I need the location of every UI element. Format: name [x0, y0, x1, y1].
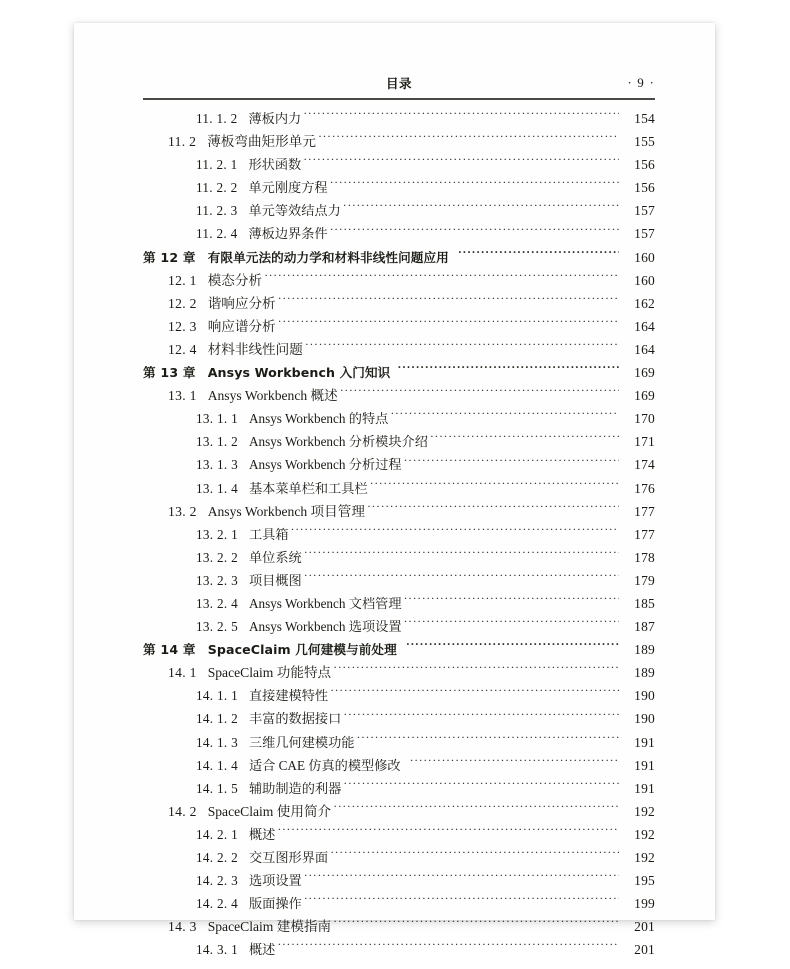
toc-entry-page-number: 154: [634, 111, 655, 126]
toc-entry-page-number: 201: [634, 919, 655, 935]
toc-entry-number: 14. 1. 2: [196, 711, 238, 727]
toc-entry-page-number: 185: [634, 595, 655, 611]
toc-dot-leader: [397, 361, 619, 377]
toc-entry-number: 11. 2. 1: [196, 157, 238, 173]
toc-entry-title: 薄板内力: [248, 111, 302, 126]
toc-entry-number: 13. 1. 1: [196, 411, 238, 427]
toc-entry-number: 13. 2: [168, 503, 197, 519]
toc-entry-page-number: 174: [634, 457, 655, 473]
toc-entry-label: [143, 362, 390, 381]
toc-dot-leader: [318, 130, 619, 146]
toc-entry-label: [196, 708, 341, 727]
toc-entry[interactable]: [143, 199, 655, 222]
toc-entry-label: [196, 177, 328, 196]
toc-entry-page-number: 169: [634, 388, 655, 404]
toc-entry-page-number: 190: [634, 688, 655, 704]
toc-entry-label: [196, 893, 302, 912]
toc-entry-label: [168, 269, 262, 289]
toc-dot-leader: [333, 661, 619, 677]
toc-entry-label: [196, 685, 328, 704]
toc-entry-title: SpaceClaim 几何建模与前处理: [207, 642, 397, 658]
toc-entry-number: 12. 2: [168, 295, 197, 311]
toc-dot-leader: [367, 500, 619, 516]
toc-entry-label: [196, 870, 302, 889]
toc-entry[interactable]: [143, 361, 655, 384]
toc-entry-number: 14. 2: [168, 803, 197, 819]
toc-entry-title: 辅助制造的利器: [248, 780, 342, 796]
toc-entry[interactable]: [143, 407, 655, 430]
toc-entry-number: 11. 1. 2: [196, 111, 238, 126]
toc-entry-title: 交互图形界面: [248, 850, 329, 865]
toc-entry-label: [143, 639, 397, 658]
toc-entry-number: 13. 1. 4: [196, 480, 238, 496]
toc-entry[interactable]: [143, 938, 655, 961]
toc-entry-number: 11. 2: [168, 134, 197, 150]
toc-entry-page-number: 164: [634, 318, 655, 334]
toc-entry-title: Ansys Workbench 项目管理: [207, 503, 365, 519]
toc-dot-leader: [330, 684, 619, 700]
toc-entry-title: 基本菜单栏和工具栏: [248, 480, 368, 496]
toc-entry[interactable]: [143, 869, 655, 892]
toc-entry[interactable]: [143, 292, 655, 315]
toc-entry-title: Ansys Workbench 文档管理: [248, 595, 402, 611]
toc-dot-leader: [278, 315, 619, 331]
toc-entry-title: Ansys Workbench 的特点: [248, 411, 389, 427]
toc-entry-label: [168, 338, 303, 358]
toc-dot-leader: [303, 153, 619, 169]
toc-entry-page-number: 156: [634, 180, 655, 196]
toc-entry-number: 11. 2. 4: [196, 226, 238, 242]
toc-dot-leader: [304, 546, 619, 562]
toc-entry[interactable]: [143, 592, 655, 615]
toc-entry-title: SpaceClaim 功能特点: [207, 665, 332, 681]
toc-entry-number: 12. 3: [168, 318, 197, 334]
toc-entry[interactable]: [143, 477, 655, 500]
toc-entry-number: 13. 2. 4: [196, 595, 238, 611]
toc-entry-page-number: 201: [634, 942, 655, 958]
toc-entry-label: [168, 315, 276, 335]
toc-entry[interactable]: [143, 153, 655, 176]
toc-entry[interactable]: [143, 707, 655, 730]
toc-entry-title: SpaceClaim 使用简介: [207, 803, 332, 819]
toc-entry-number: 14. 1. 4: [196, 757, 238, 773]
toc-entry-page-number: 162: [634, 295, 655, 311]
toc-entry[interactable]: [143, 500, 655, 523]
toc-entry-label: [196, 755, 401, 774]
toc-entry-page-number: 192: [634, 803, 655, 819]
toc-entry-number: 11. 2. 2: [196, 180, 238, 196]
toc-entry-label: [196, 616, 402, 635]
toc-entry[interactable]: [143, 777, 655, 800]
toc-entry-page-number: 179: [634, 572, 655, 588]
toc-entry[interactable]: [143, 523, 655, 546]
toc-entry-title: 单位系统: [248, 549, 302, 565]
toc-entry-label: [168, 384, 338, 404]
toc-entry-number: 13. 2. 2: [196, 549, 238, 565]
toc-entry[interactable]: [143, 754, 655, 777]
toc-entry[interactable]: [143, 176, 655, 199]
toc-entry-label: [168, 800, 331, 820]
toc-entry-title: Ansys Workbench 分析模块介绍: [248, 434, 428, 450]
toc-entry-title: 薄板弯曲矩形单元: [207, 134, 316, 150]
toc-entry-number: 14. 1. 3: [196, 734, 238, 750]
toc-entry-title: Ansys Workbench 概述: [207, 388, 338, 404]
toc-entry-number: 14. 2. 4: [196, 896, 238, 912]
toc-entry-page-number: 169: [634, 365, 655, 381]
toc-entry-page-number: 191: [634, 734, 655, 750]
toc-entry-page-number: 199: [634, 896, 655, 912]
toc-entry-page-number: 176: [634, 480, 655, 496]
toc-entry-label: [196, 732, 354, 751]
toc-entry-page-number: 195: [634, 873, 655, 889]
toc-dot-leader: [304, 869, 619, 885]
toc-entry-page-number: 178: [634, 549, 655, 565]
toc-dot-leader: [343, 777, 619, 793]
toc-entry-page-number: 191: [634, 757, 655, 773]
toc-entry-label: [196, 478, 368, 497]
toc-entry-number: 13. 1. 3: [196, 457, 238, 473]
toc-entry-label: [196, 223, 328, 242]
toc-dot-leader: [370, 477, 619, 493]
header-divider-rule: [143, 98, 655, 100]
toc-dot-leader: [404, 592, 619, 608]
toc-entry-number: 12. 4: [168, 341, 197, 357]
toc-entry[interactable]: [143, 684, 655, 707]
toc-entry-number: 13. 2. 1: [196, 526, 238, 542]
toc-dot-leader: [291, 523, 619, 539]
toc-entry-page-number: 171: [634, 434, 655, 450]
running-header: [143, 74, 655, 96]
toc-entry-label: [196, 454, 402, 473]
toc-entry-label: [196, 939, 275, 958]
toc-entry-number: 11. 2. 3: [196, 203, 238, 219]
toc-entry-label: [196, 108, 301, 127]
toc-entry-title: 谐响应分析: [207, 295, 276, 311]
toc-entry-number: 13. 1: [168, 388, 197, 404]
toc-entry-label: [196, 593, 402, 612]
toc-entry[interactable]: [143, 130, 655, 153]
toc-entry[interactable]: [143, 846, 655, 869]
toc-entry[interactable]: [143, 823, 655, 846]
toc-dot-leader: [404, 615, 619, 631]
toc-entry-title: Ansys Workbench 选项设置: [248, 619, 402, 635]
toc-dot-leader: [304, 892, 619, 908]
scanned-page-sheet: [74, 23, 715, 958]
toc-entry-page-number: 160: [634, 249, 655, 265]
toc-entry-page-number: 157: [634, 203, 655, 219]
toc-entry-page-number: 187: [634, 619, 655, 635]
page-number-folio: · 9 ·: [627, 75, 655, 90]
toc-entry-page-number: 177: [634, 526, 655, 542]
toc-dot-leader: [356, 731, 619, 747]
toc-entry-label: [196, 154, 301, 173]
toc-entry[interactable]: [143, 800, 655, 823]
toc-entry-page-number: 192: [634, 850, 655, 865]
toc-entry[interactable]: [143, 246, 655, 269]
toc-entry-label: [168, 915, 331, 935]
toc-entry-title: 概述: [248, 826, 276, 842]
toc-dot-leader: [304, 569, 619, 585]
toc-entry-title: 工具箱: [248, 526, 289, 542]
toc-entry-number: 14. 3: [168, 919, 197, 935]
toc-entry-number: 14. 1. 5: [196, 780, 238, 796]
toc-entry[interactable]: [143, 338, 655, 361]
toc-entry-title: Ansys Workbench 入门知识: [207, 365, 391, 381]
toc-dot-leader: [278, 292, 619, 308]
toc-entry-page-number: 189: [634, 665, 655, 681]
toc-entry-title: 项目概图: [248, 572, 302, 588]
toc-entry[interactable]: [143, 915, 655, 938]
toc-entry[interactable]: [143, 430, 655, 453]
toc-entry-title: 版面操作: [248, 896, 302, 912]
toc-entry[interactable]: [143, 107, 655, 130]
toc-entry-number: 12. 1: [168, 272, 197, 288]
toc-entry-label: [196, 547, 302, 566]
toc-dot-leader: [404, 453, 619, 469]
toc-entry-number: 第 14 章: [143, 642, 196, 658]
toc-entry-page-number: 192: [634, 826, 655, 842]
toc-entry-title: 直接建模特性: [248, 688, 329, 704]
toc-entry-title: 形状函数: [248, 157, 302, 173]
toc-dot-leader: [343, 707, 619, 723]
toc-entry-title: 三维几何建模功能: [248, 734, 355, 750]
toc-entry[interactable]: [143, 892, 655, 915]
toc-dot-leader: [343, 199, 619, 215]
toc-entry[interactable]: [143, 315, 655, 338]
toc-entry-number: 第 13 章: [143, 365, 196, 381]
toc-entry-number: 14. 3. 1: [196, 942, 238, 958]
toc-entry-page-number: 156: [634, 157, 655, 173]
toc-dot-leader: [390, 407, 619, 423]
toc-entry-label: [196, 824, 275, 843]
toc-entry-title: 模态分析: [207, 272, 263, 288]
toc-entry-title: Ansys Workbench 分析过程: [248, 457, 402, 473]
toc-dot-leader: [264, 269, 619, 285]
toc-entry-title: 有限单元法的动力学和材料非线性问题应用: [207, 249, 449, 265]
toc-entry-number: 第 12 章: [143, 249, 196, 265]
toc-dot-leader: [430, 430, 619, 446]
toc-entry-page-number: 190: [634, 711, 655, 727]
toc-entry-title: 材料非线性问题: [207, 341, 303, 357]
toc-dot-leader: [277, 823, 619, 839]
toc-entry-label: [168, 661, 331, 681]
toc-entry-number: 14. 1: [168, 665, 197, 681]
toc-entry-number: 14. 2. 2: [196, 850, 238, 865]
toc-entry-label: [196, 778, 341, 797]
toc-entry-number: 13. 2. 3: [196, 572, 238, 588]
toc-entry[interactable]: [143, 731, 655, 754]
toc-entry-label: [168, 130, 316, 150]
toc-entry-title: 丰富的数据接口: [248, 711, 342, 727]
toc-entry[interactable]: [143, 453, 655, 476]
toc-dot-leader: [303, 107, 619, 123]
toc-entry[interactable]: [143, 546, 655, 569]
table-of-contents-list: [143, 107, 655, 961]
toc-entry-page-number: 189: [634, 642, 655, 658]
toc-entry-label: [196, 431, 428, 450]
toc-entry-page-number: 164: [634, 341, 655, 357]
toc-entry-label: [196, 570, 302, 589]
toc-entry-title: 薄板边界条件: [248, 226, 328, 242]
toc-entry-label: [143, 247, 449, 266]
toc-dot-leader: [277, 938, 619, 954]
toc-entry-number: 13. 2. 5: [196, 619, 238, 635]
toc-entry-title: 适合 CAE 仿真的模型修改: [248, 757, 401, 773]
toc-dot-leader: [406, 638, 619, 654]
toc-entry-title: 单元等效结点力: [248, 203, 341, 219]
toc-dot-leader: [330, 176, 619, 192]
toc-dot-leader: [340, 384, 619, 400]
toc-entry-title: 选项设置: [248, 873, 302, 889]
toc-dot-leader: [410, 754, 619, 770]
toc-entry-page-number: 191: [634, 780, 655, 796]
toc-entry-label: [196, 524, 289, 543]
toc-entry[interactable]: [143, 269, 655, 292]
toc-dot-leader: [333, 915, 619, 931]
toc-entry-page-number: 160: [634, 272, 655, 288]
toc-entry-page-number: 157: [634, 226, 655, 242]
toc-entry-number: 13. 1. 2: [196, 434, 238, 450]
toc-dot-leader: [458, 246, 619, 262]
toc-entry[interactable]: [143, 615, 655, 638]
toc-entry-page-number: 177: [634, 503, 655, 519]
toc-entry-title: 概述: [248, 942, 276, 958]
toc-entry-title: 单元刚度方程: [248, 180, 328, 196]
page-title: 目录: [385, 76, 412, 91]
toc-dot-leader: [330, 222, 619, 238]
toc-entry-page-number: 170: [634, 411, 655, 427]
toc-dot-leader: [305, 338, 619, 354]
toc-entry-number: 14. 2. 3: [196, 873, 238, 889]
toc-entry-label: [196, 408, 388, 427]
toc-entry-page-number: 155: [634, 134, 655, 150]
toc-entry-label: [196, 200, 341, 219]
toc-entry-label: [168, 292, 276, 312]
toc-entry[interactable]: [143, 384, 655, 407]
toc-entry[interactable]: [143, 222, 655, 245]
toc-dot-leader: [333, 800, 619, 816]
toc-entry[interactable]: [143, 569, 655, 592]
toc-entry[interactable]: [143, 638, 655, 661]
toc-entry-number: 14. 1. 1: [196, 688, 238, 704]
toc-entry-label: [196, 847, 328, 866]
toc-entry-title: SpaceClaim 建模指南: [207, 919, 332, 935]
toc-entry-label: [168, 500, 365, 520]
toc-entry[interactable]: [143, 661, 655, 684]
toc-entry-title: 响应谱分析: [207, 318, 276, 334]
toc-dot-leader: [330, 846, 619, 862]
toc-entry-number: 14. 2. 1: [196, 826, 238, 842]
